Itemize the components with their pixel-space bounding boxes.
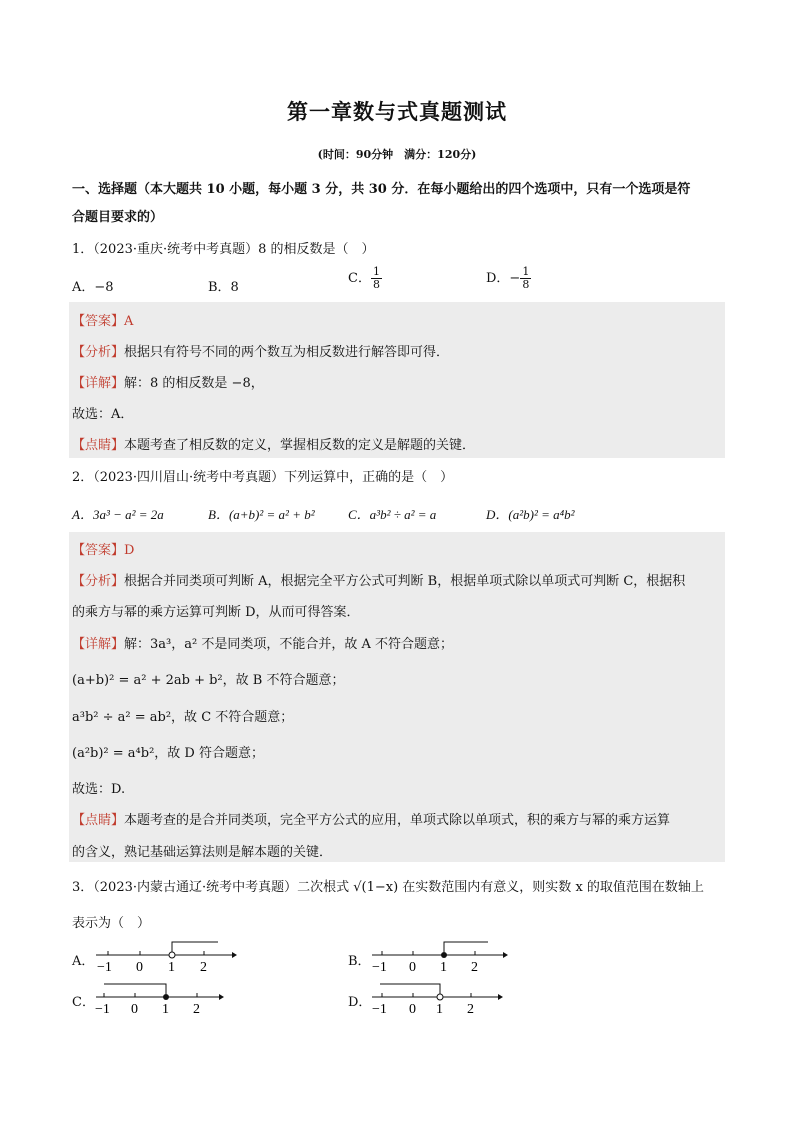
q2-detail-line4: (a²b)² = a⁴b²，故 D 符合题意； [72, 746, 264, 761]
q2-answer: 【答案】D [72, 543, 135, 558]
svg-text:2: 2 [467, 1002, 474, 1017]
q3-number-line-c [94, 978, 229, 1018]
exam-info: (时间：90分钟 满分：120分) [317, 148, 477, 161]
q2-option-d: D．(a²b)² = a⁴b² [486, 507, 575, 522]
svg-text:1: 1 [440, 960, 447, 975]
svg-text:−1: −1 [97, 960, 112, 975]
q3-number-line-d [370, 978, 510, 1018]
q3-number-line-b [370, 936, 515, 976]
q1-analysis: 【分析】根据只有符号不同的两个数互为相反数进行解答即可得． [72, 345, 450, 360]
svg-text:0: 0 [409, 1002, 416, 1017]
q1-option-c: C． $\frac{1}{8}$ [348, 265, 380, 291]
svg-text:1: 1 [162, 1002, 169, 1017]
svg-text:0: 0 [131, 1002, 138, 1017]
q3-option-a-label: A． [72, 954, 95, 969]
q1-answer: 【答案】A [72, 314, 134, 329]
q1-option-b: B．8 [208, 280, 239, 295]
svg-text:−1: −1 [372, 1002, 387, 1017]
svg-text:2: 2 [193, 1002, 200, 1017]
section-heading-line1: 一、选择题（本大题共 10 小题，每小题 3 分，共 30 分．在每小题给出的四个选项中，只有一个选项是符 [72, 182, 691, 197]
section-heading-line2: 合题目要求的） [72, 210, 164, 225]
q2-option-a: A．3a³ − a² = 2a [72, 507, 164, 522]
q2-analysis-line2: 的乘方与幂的乘方运算可判断 D，从而可得答案． [72, 605, 360, 620]
q1-stem: 1．（2023·重庆·统考中考真题）8 的相反数是（ ） [72, 242, 375, 257]
q1-point: 【点睛】本题考查了相反数的定义，掌握相反数的定义是解题的关键． [72, 438, 476, 453]
q2-detail-line3: a³b² ÷ a² = ab²，故 C 不符合题意； [72, 710, 294, 725]
q1-option-d: D．− $\frac{1}{8}$ [486, 265, 530, 291]
q3-option-c-label: C． [72, 995, 95, 1010]
q2-option-b: B．(a+b)² = a² + b² [208, 507, 315, 522]
q1-detail: 【详解】解：8 的相反数是 −8， [72, 376, 264, 391]
svg-text:1: 1 [436, 1002, 443, 1017]
q2-stem: 2．（2023·四川眉山·统考中考真题）下列运算中，正确的是（ ） [72, 470, 454, 485]
svg-text:1: 1 [168, 960, 175, 975]
q2-detail-line1: 【详解】解：3a³，a² 不是同类项，不能合并，故 A 不符合题意； [72, 637, 453, 652]
svg-text:0: 0 [136, 960, 143, 975]
svg-text:−1: −1 [372, 960, 387, 975]
q2-option-c: C．a³b² ÷ a² = a [348, 507, 437, 522]
q3-stem-line2: 表示为（ ） [72, 916, 151, 931]
q3-stem-line1: 3．（2023·内蒙古通辽·统考中考真题）二次根式 √(1−x) 在实数范围内有意义，则实数 x 的取值范围在数轴上 [72, 880, 704, 895]
svg-text:2: 2 [200, 960, 207, 975]
q2-analysis-line1: 【分析】根据合并同类项可判断 A，根据完全平方公式可判断 B，根据单项式除以单项式可判断 C，根据积 [72, 574, 686, 589]
q3-number-line-a [94, 936, 239, 976]
q2-point-line1: 【点睛】本题考查的是合并同类项，完全平方公式的应用，单项式除以单项式，积的乘方与幂的乘方运算 [72, 813, 671, 828]
svg-text:0: 0 [409, 960, 416, 975]
q1-choose: 故选：A． [72, 407, 134, 422]
page-title: 第一章数与式真题测试 [287, 100, 507, 124]
svg-text:2: 2 [471, 960, 478, 975]
q2-detail-line2: (a+b)² = a² + 2ab + b²，故 B 不符合题意； [72, 673, 345, 688]
q3-option-b-label: B． [348, 954, 371, 969]
q3-option-d-label: D． [348, 995, 372, 1010]
svg-text:−1: −1 [95, 1002, 110, 1017]
q2-point-line2: 的含义，熟记基础运算法则是解本题的关键． [72, 845, 333, 860]
q2-choose: 故选：D. [72, 782, 126, 797]
q1-option-a: A．−8 [72, 280, 114, 295]
